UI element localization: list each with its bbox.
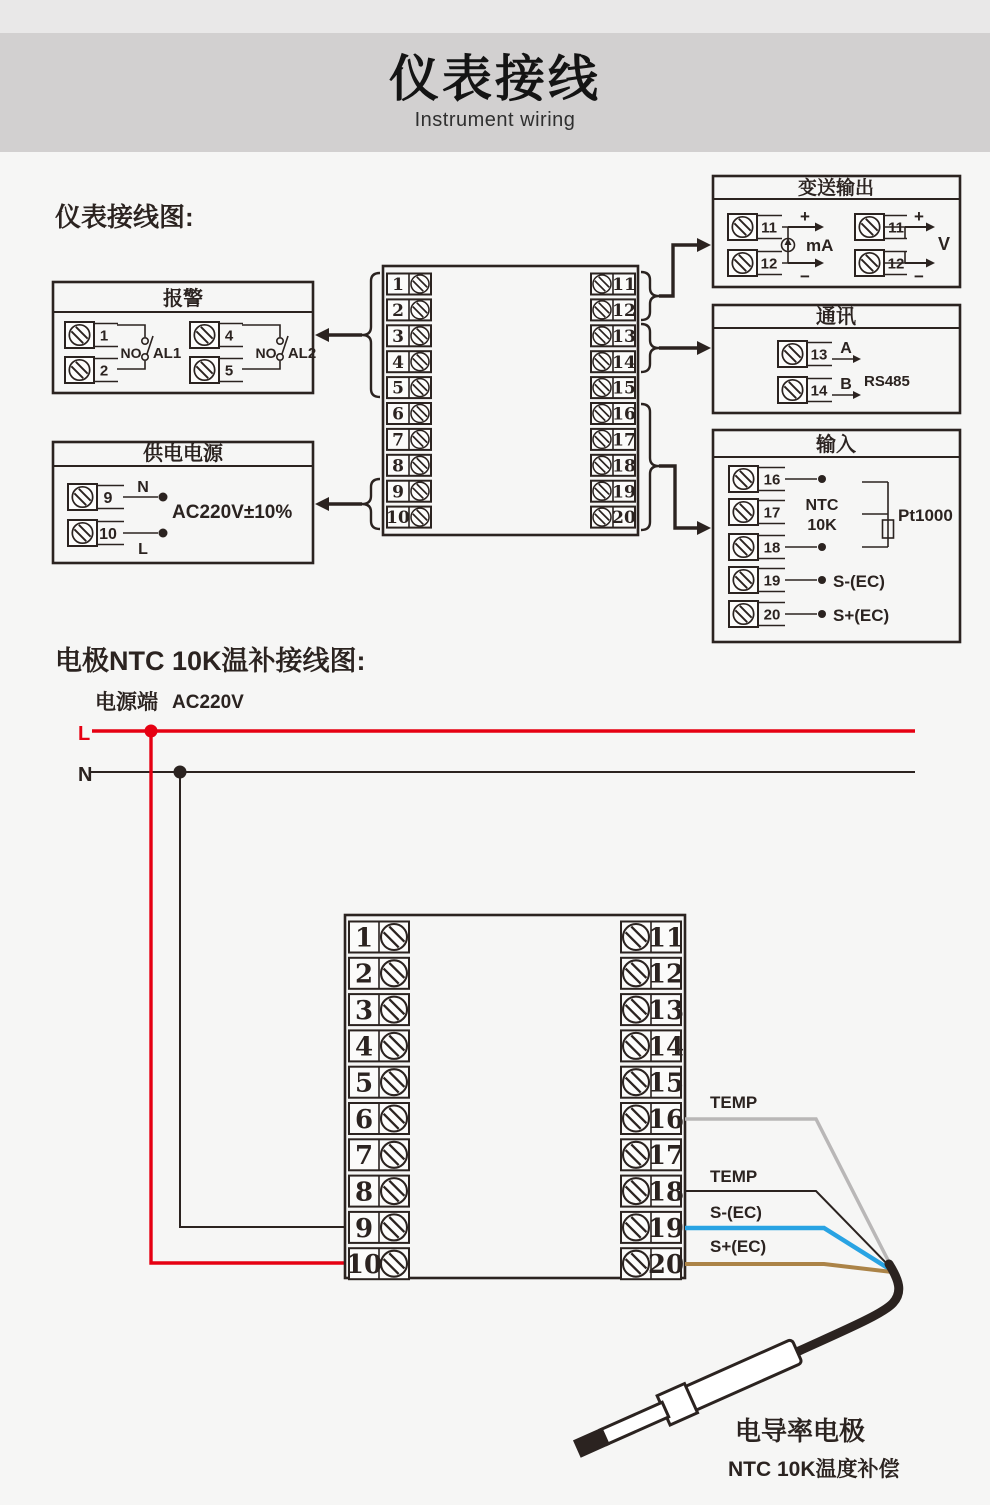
power-box	[53, 441, 313, 563]
s-plus-wire-label: S+(EC)	[710, 1237, 767, 1256]
v-plus-arrowhead	[926, 223, 935, 232]
relay-al2	[242, 325, 316, 369]
v-minus-sign: −	[914, 267, 924, 286]
terminal-number: 9	[392, 482, 404, 503]
ec-plus-wire-20	[685, 1264, 892, 1272]
alarm-arrowhead	[315, 328, 329, 342]
brace-terminals-1-5	[362, 273, 380, 397]
terminal-number: 13	[612, 326, 636, 347]
upper-terminal-block	[383, 266, 638, 535]
screw-icon	[593, 405, 611, 423]
terminal-number: 13	[647, 995, 685, 1026]
screw-icon	[623, 1069, 649, 1095]
al2-wire-top	[242, 325, 280, 337]
neutral-label: N	[137, 479, 149, 496]
input-box	[713, 430, 960, 642]
screw-icon	[194, 360, 214, 380]
electrode-note: NTC 10K温度补偿	[728, 1458, 900, 1481]
screw-icon	[733, 570, 753, 590]
neutral-node	[159, 493, 168, 502]
rs485-a-label: A	[840, 340, 852, 357]
terminal-number: 11	[761, 219, 777, 237]
temp18-wire-label: TEMP	[710, 1167, 758, 1186]
v-label: V	[938, 234, 951, 254]
terminal-number: 11	[888, 219, 904, 237]
v-minus-arrowhead	[926, 259, 935, 268]
al1-no-label: NO	[120, 345, 142, 361]
screw-icon	[593, 482, 611, 500]
bottom-diagram	[55, 645, 915, 1481]
screw-icon	[381, 1251, 407, 1277]
terminal-number: 5	[224, 362, 234, 380]
live-label: L	[138, 541, 148, 558]
al1-contact-bottom	[142, 354, 148, 360]
screw-icon	[381, 1033, 407, 1059]
terminal-number: 20	[647, 1250, 685, 1281]
terminal-number: 15	[647, 1068, 685, 1099]
screw-icon	[623, 924, 649, 950]
top-diagram	[53, 176, 960, 642]
al1-wire-bottom	[117, 361, 145, 369]
al2-wire-bottom	[242, 361, 280, 369]
rs485-b-arrowhead	[853, 391, 861, 399]
screw-icon	[859, 217, 879, 237]
screw-icon	[381, 924, 407, 950]
terminal-number: 3	[354, 995, 374, 1026]
temp16-wire-label: TEMP	[710, 1093, 758, 1112]
screw-icon	[593, 301, 611, 319]
terminal-number: 10	[99, 525, 117, 543]
terminal-number: 5	[354, 1068, 374, 1099]
screw-icon	[411, 456, 429, 474]
page-title: 仪表接线	[389, 50, 601, 107]
brace-terminals-13-14	[641, 324, 659, 372]
probe-barrel	[684, 1339, 802, 1411]
screw-icon	[411, 301, 429, 319]
screw-icon	[381, 1142, 407, 1168]
terminal-number: 18	[763, 539, 781, 557]
screw-icon	[194, 325, 214, 345]
terminal-number: 19	[612, 482, 636, 503]
al2-contact-top	[277, 338, 283, 344]
ec-node-19	[818, 576, 826, 584]
bottom-diagram-label: 电极NTC 10K温补接线图:	[55, 646, 366, 676]
terminal-number: 15	[612, 378, 636, 399]
lower-block-right-column	[621, 922, 684, 1281]
terminal-number: 2	[392, 301, 404, 322]
ma-minus-sign: −	[800, 267, 810, 286]
screw-icon	[381, 1069, 407, 1095]
ma-minus-arrowhead	[815, 259, 824, 268]
pt1000-symbol	[862, 482, 953, 547]
rs485-label: RS485	[864, 373, 910, 390]
terminal-number: 9	[354, 1213, 374, 1244]
terminal-number: 6	[392, 404, 404, 425]
page-subtitle: Instrument wiring	[414, 109, 576, 132]
screw-icon	[593, 327, 611, 345]
terminal-number: 1	[99, 327, 109, 345]
screw-icon	[623, 997, 649, 1023]
brace-terminals-11-12	[641, 272, 659, 320]
ma-plus-arrowhead	[815, 223, 824, 232]
current-output-symbol	[782, 207, 834, 286]
screw-icon	[411, 275, 429, 293]
screw-icon	[623, 1033, 649, 1059]
terminal-number: 19	[647, 1213, 685, 1244]
terminal-number: 1	[392, 275, 404, 296]
al1-label: AL1	[152, 345, 182, 362]
relay-al1	[117, 325, 181, 369]
screw-icon	[733, 604, 753, 624]
connector-to-transmit	[659, 245, 698, 296]
terminal-number: 5	[392, 378, 404, 399]
screw-icon	[593, 353, 611, 371]
al1-contact-top	[142, 338, 148, 344]
terminal-number: 16	[612, 404, 636, 425]
brace-terminals-9-10	[362, 479, 380, 529]
ma-label: mA	[806, 236, 834, 255]
transmit-arrowhead	[697, 238, 711, 252]
comm-arrowhead	[697, 341, 711, 355]
terminal-number: 12	[760, 255, 778, 273]
brace-terminals-16-20	[641, 404, 659, 530]
screw-icon	[859, 253, 879, 273]
screw-icon	[623, 1214, 649, 1240]
screw-icon	[782, 344, 802, 364]
transmit-title: 变送输出	[797, 178, 875, 199]
comm-terminals	[778, 341, 832, 403]
header-band	[0, 33, 990, 152]
screw-icon	[733, 502, 753, 522]
ntc-node-16	[818, 475, 826, 483]
lower-terminal-block	[345, 915, 685, 1280]
lower-block-left-column	[346, 922, 409, 1281]
comm-title: 通讯	[816, 306, 856, 328]
terminal-number: 11	[647, 923, 685, 954]
terminal-number: 18	[612, 456, 636, 477]
screw-icon	[593, 430, 611, 448]
screw-icon	[411, 405, 429, 423]
terminal-number: 12	[647, 959, 685, 990]
terminal-number: 10	[386, 508, 410, 529]
terminal-number: 17	[763, 504, 781, 522]
transmit-box	[713, 176, 960, 287]
screw-icon	[593, 275, 611, 293]
probe-tip	[574, 1429, 608, 1457]
ec-node-20	[818, 610, 826, 618]
terminal-number: 19	[763, 572, 781, 590]
power-arrowhead	[315, 497, 329, 511]
wiring-diagram	[0, 150, 990, 1505]
screw-icon	[593, 508, 611, 526]
screw-icon	[69, 325, 89, 345]
terminal-number: 11	[612, 275, 636, 296]
terminal-number: 13	[810, 346, 828, 364]
rs485-b-label: B	[840, 376, 852, 393]
terminal-number: 16	[647, 1104, 685, 1135]
terminal-number: 14	[647, 1032, 685, 1063]
screw-icon	[411, 353, 429, 371]
screw-icon	[69, 360, 89, 380]
upper-block-left-column	[386, 274, 431, 529]
terminal-number: 14	[810, 382, 828, 400]
terminal-number: 8	[392, 456, 404, 477]
screw-icon	[411, 379, 429, 397]
screw-icon	[623, 960, 649, 986]
screw-icon	[782, 380, 802, 400]
screw-icon	[72, 523, 92, 543]
s-plus-label: S+(EC)	[833, 606, 890, 625]
terminal-number: 10	[345, 1250, 383, 1281]
terminal-number: 20	[763, 606, 781, 624]
power-rating: AC220V±10%	[172, 502, 293, 523]
screw-icon	[381, 1214, 407, 1240]
screw-icon	[623, 1106, 649, 1132]
alarm-box	[53, 282, 316, 393]
screw-icon	[411, 482, 429, 500]
rs485-a-arrowhead	[853, 355, 861, 363]
screw-icon	[411, 508, 429, 526]
power-terminals	[68, 484, 124, 546]
al2-label: AL2	[287, 345, 317, 362]
screw-icon	[732, 217, 752, 237]
connector-to-input	[659, 466, 698, 528]
al2-contact-bottom	[277, 354, 283, 360]
input-terminals	[729, 466, 785, 627]
ntc-label-line2: 10K	[807, 517, 837, 534]
terminal-number: 4	[392, 352, 404, 373]
al2-no-label: NO	[255, 345, 277, 361]
al1-wire-top	[117, 325, 145, 337]
mains-label: 电源端	[95, 691, 158, 714]
live-node	[159, 529, 168, 538]
input-arrowhead	[697, 521, 711, 535]
neutral-line-label: N	[78, 764, 93, 786]
v-plus-sign: +	[914, 207, 924, 226]
terminal-number: 12	[887, 255, 905, 273]
electrode-cable	[799, 1264, 899, 1351]
upper-block-right-column	[591, 274, 636, 529]
terminal-number: 2	[99, 362, 109, 380]
terminal-number: 6	[354, 1104, 374, 1135]
terminal-number: 17	[612, 430, 636, 451]
alarm-title: 报警	[163, 288, 203, 310]
comm-box	[713, 305, 960, 413]
screw-icon	[733, 469, 753, 489]
electrode-label: 电导率电极	[734, 1416, 866, 1446]
power-title: 供电电源	[143, 443, 223, 465]
terminal-number: 7	[354, 1141, 374, 1172]
terminal-number: 14	[612, 352, 636, 373]
screw-icon	[593, 379, 611, 397]
terminal-number: 2	[354, 959, 374, 990]
screw-icon	[411, 430, 429, 448]
screw-icon	[593, 456, 611, 474]
screw-icon	[733, 537, 753, 557]
terminal-number: 7	[392, 430, 404, 451]
screw-icon	[72, 487, 92, 507]
terminal-number: 18	[647, 1177, 685, 1208]
screw-icon	[623, 1251, 649, 1277]
terminal-number: 1	[354, 923, 374, 954]
screw-icon	[623, 1142, 649, 1168]
screw-icon	[381, 997, 407, 1023]
screw-icon	[411, 327, 429, 345]
s-minus-label: S-(EC)	[833, 572, 885, 591]
terminal-number: 4	[224, 327, 234, 345]
ma-plus-sign: +	[800, 207, 810, 226]
header-strip	[0, 0, 990, 33]
pt1000-label: Pt1000	[898, 506, 953, 525]
terminal-number: 17	[647, 1141, 685, 1172]
s-minus-wire-label: S-(EC)	[710, 1203, 762, 1222]
terminal-number: 8	[354, 1177, 374, 1208]
mains-voltage: AC220V	[172, 692, 244, 713]
neutral-wire-to-terminal-9	[180, 772, 345, 1227]
screw-icon	[623, 1178, 649, 1204]
ntc-label-line1: NTC	[805, 497, 839, 514]
live-line-label: L	[78, 723, 91, 745]
top-diagram-label: 仪表接线图:	[55, 202, 194, 232]
screw-icon	[381, 1106, 407, 1132]
screw-icon	[381, 1178, 407, 1204]
terminal-number: 4	[354, 1032, 374, 1063]
probe-shaft	[600, 1402, 669, 1444]
ntc-node-18	[818, 543, 826, 551]
terminal-number: 16	[763, 471, 781, 489]
input-title: 输入	[816, 434, 856, 456]
terminal-number: 12	[612, 301, 636, 322]
screw-icon	[381, 960, 407, 986]
terminal-number: 3	[392, 326, 404, 347]
terminal-number: 20	[612, 508, 636, 529]
screw-icon	[732, 253, 752, 273]
terminal-number: 9	[103, 489, 113, 507]
